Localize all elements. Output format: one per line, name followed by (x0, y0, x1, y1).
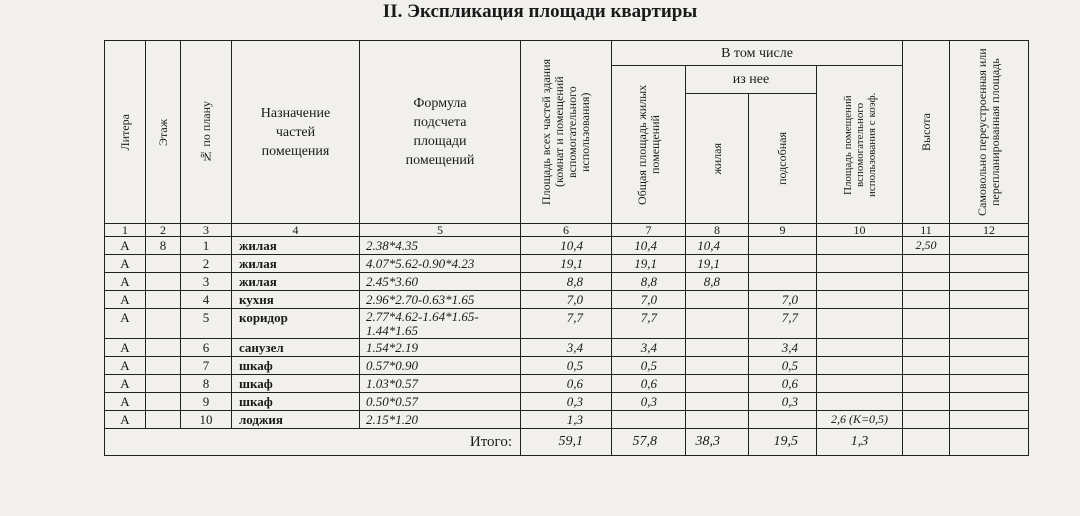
table-row (105, 237, 1029, 255)
col-num: 6 (521, 224, 612, 237)
cell-obshaya: 0,5 (612, 357, 686, 375)
cell-obshaya: 0,3 (612, 393, 686, 411)
cell-samovolno (950, 237, 1029, 255)
cell-samovolno (950, 375, 1029, 393)
table-row (105, 393, 1029, 411)
header-naznachenie: Назначение частей помещения (232, 41, 360, 224)
cell-samovolno (950, 291, 1029, 309)
totals-podsobnaya: 19,5 (749, 429, 817, 456)
table-row (105, 273, 1029, 291)
totals-total: 59,1 (521, 429, 612, 456)
cell-samovolno (950, 309, 1029, 339)
col-num: 7 (612, 224, 686, 237)
header-ploshad-vseh: Площадь всех частей здания (комнат и помещений вспомогательного использования) (521, 41, 612, 224)
table-row (105, 309, 1029, 339)
cell-zhilaya (686, 291, 749, 309)
cell-no: 4 (181, 291, 232, 309)
cell-zhilaya (686, 411, 749, 429)
cell-name: шкаф (232, 393, 360, 411)
cell-total: 7,7 (521, 309, 612, 339)
cell-etazh (146, 411, 181, 429)
column-number-row (105, 224, 1029, 237)
totals-samovolno-empty (950, 429, 1029, 456)
cell-obshaya: 0,6 (612, 375, 686, 393)
cell-name: санузел (232, 339, 360, 357)
cell-samovolno (950, 273, 1029, 291)
header-v-tom-chisle: В том числе (612, 41, 903, 66)
cell-vspomog (817, 375, 903, 393)
cell-name: кухня (232, 291, 360, 309)
col-num: 2 (146, 224, 181, 237)
cell-vspomog (817, 309, 903, 339)
cell-vysota (903, 309, 950, 339)
table-row (105, 375, 1029, 393)
header-etazh: Этаж (146, 41, 181, 224)
cell-etazh (146, 339, 181, 357)
header-obshaya: Общая площадь жилых помещений (612, 66, 686, 224)
cell-no: 10 (181, 411, 232, 429)
cell-podsobnaya: 0,3 (749, 393, 817, 411)
cell-formula: 1.03*0.57 (360, 375, 521, 393)
table-row (105, 339, 1029, 357)
cell-podsobnaya: 0,6 (749, 375, 817, 393)
cell-zhilaya: 8,8 (686, 273, 749, 291)
cell-formula: 2.77*4.62-1.64*1.65- 1.44*1.65 (360, 309, 521, 339)
cell-formula: 0.50*0.57 (360, 393, 521, 411)
cell-name: жилая (232, 273, 360, 291)
cell-total: 0,6 (521, 375, 612, 393)
totals-obshaya: 57,8 (612, 429, 686, 456)
cell-formula: 2.45*3.60 (360, 273, 521, 291)
cell-etazh (146, 357, 181, 375)
header-litera: Литера (105, 41, 146, 224)
cell-no: 5 (181, 309, 232, 339)
cell-vspomog (817, 339, 903, 357)
cell-vysota (903, 339, 950, 357)
cell-total: 1,3 (521, 411, 612, 429)
cell-no: 1 (181, 237, 232, 255)
cell-vysota (903, 255, 950, 273)
totals-zhilaya: 38,3 (686, 429, 749, 456)
cell-name: жилая (232, 255, 360, 273)
col-num: 4 (232, 224, 360, 237)
cell-obshaya: 19,1 (612, 255, 686, 273)
cell-litera: А (105, 357, 146, 375)
cell-formula: 4.07*5.62-0.90*4.23 (360, 255, 521, 273)
totals-vspomog: 1,3 (817, 429, 903, 456)
cell-zhilaya: 10,4 (686, 237, 749, 255)
cell-samovolno (950, 411, 1029, 429)
col-num: 5 (360, 224, 521, 237)
col-num: 1 (105, 224, 146, 237)
cell-zhilaya (686, 339, 749, 357)
cell-litera: А (105, 255, 146, 273)
cell-formula: 2.15*1.20 (360, 411, 521, 429)
cell-litera: А (105, 237, 146, 255)
cell-vspomog (817, 255, 903, 273)
cell-total: 10,4 (521, 237, 612, 255)
cell-vysota: 2,50 (903, 237, 950, 255)
header-zhilaya: жилая (686, 94, 749, 224)
totals-label: Итого: (105, 429, 521, 456)
cell-samovolno (950, 255, 1029, 273)
header-iz-nee: из нее (686, 66, 817, 94)
cell-total: 7,0 (521, 291, 612, 309)
cell-etazh (146, 255, 181, 273)
cell-etazh (146, 375, 181, 393)
cell-vysota (903, 273, 950, 291)
cell-vspomog (817, 357, 903, 375)
cell-obshaya: 3,4 (612, 339, 686, 357)
cell-vysota (903, 411, 950, 429)
col-num: 3 (181, 224, 232, 237)
cell-formula: 1.54*2.19 (360, 339, 521, 357)
cell-litera: А (105, 291, 146, 309)
cell-podsobnaya (749, 411, 817, 429)
cell-vspomog (817, 291, 903, 309)
cell-podsobnaya (749, 237, 817, 255)
header-vspomog: Площадь помещений вспомогательного использования с коэф. (817, 66, 903, 224)
cell-etazh (146, 291, 181, 309)
cell-name: шкаф (232, 375, 360, 393)
cell-litera: А (105, 375, 146, 393)
cell-obshaya: 7,7 (612, 309, 686, 339)
cell-etazh: 8 (146, 237, 181, 255)
cell-podsobnaya: 3,4 (749, 339, 817, 357)
header-no-po-planu: № по плану (181, 41, 232, 224)
cell-vysota (903, 375, 950, 393)
cell-podsobnaya: 7,0 (749, 291, 817, 309)
totals-row (105, 429, 1029, 456)
cell-podsobnaya (749, 255, 817, 273)
table-row (105, 255, 1029, 273)
cell-vysota (903, 393, 950, 411)
cell-vspomog: 2,6 (K=0,5) (817, 411, 903, 429)
cell-litera: А (105, 393, 146, 411)
header-samovolno: Самовольно переустроенная или перепланированная площадь (950, 41, 1029, 224)
header-row-1 (105, 41, 1029, 66)
cell-formula: 2.96*2.70-0.63*1.65 (360, 291, 521, 309)
cell-name: жилая (232, 237, 360, 255)
cell-etazh (146, 273, 181, 291)
table-row (105, 357, 1029, 375)
col-num: 8 (686, 224, 749, 237)
table-row (105, 291, 1029, 309)
explication-table (104, 40, 1029, 456)
cell-zhilaya (686, 375, 749, 393)
cell-formula: 0.57*0.90 (360, 357, 521, 375)
cell-no: 7 (181, 357, 232, 375)
cell-total: 3,4 (521, 339, 612, 357)
cell-podsobnaya: 0,5 (749, 357, 817, 375)
cell-no: 8 (181, 375, 232, 393)
col-num: 12 (950, 224, 1029, 237)
table-row (105, 411, 1029, 429)
cell-etazh (146, 393, 181, 411)
cell-podsobnaya (749, 273, 817, 291)
cell-vspomog (817, 273, 903, 291)
cell-zhilaya (686, 357, 749, 375)
cell-vspomog (817, 237, 903, 255)
cell-total: 0,5 (521, 357, 612, 375)
cell-total: 8,8 (521, 273, 612, 291)
col-num: 9 (749, 224, 817, 237)
cell-obshaya (612, 411, 686, 429)
cell-vysota (903, 291, 950, 309)
cell-samovolno (950, 357, 1029, 375)
header-formula: Формула подсчета площади помещений (360, 41, 521, 224)
cell-no: 6 (181, 339, 232, 357)
cell-zhilaya: 19,1 (686, 255, 749, 273)
col-num: 11 (903, 224, 950, 237)
header-vysota: Высота (903, 41, 950, 224)
cell-formula: 2.38*4.35 (360, 237, 521, 255)
cell-litera: А (105, 339, 146, 357)
cell-name: лоджия (232, 411, 360, 429)
header-podsobnaya: подсобная (749, 94, 817, 224)
cell-vspomog (817, 393, 903, 411)
cell-zhilaya (686, 393, 749, 411)
document-title: II. Экспликация площади квартиры (382, 1, 698, 22)
cell-litera: А (105, 273, 146, 291)
cell-no: 3 (181, 273, 232, 291)
cell-no: 9 (181, 393, 232, 411)
cell-obshaya: 7,0 (612, 291, 686, 309)
cell-podsobnaya: 7,7 (749, 309, 817, 339)
cell-obshaya: 8,8 (612, 273, 686, 291)
cell-no: 2 (181, 255, 232, 273)
cell-name: коридор (232, 309, 360, 339)
col-num: 10 (817, 224, 903, 237)
cell-zhilaya (686, 309, 749, 339)
cell-samovolno (950, 339, 1029, 357)
cell-litera: А (105, 309, 146, 339)
totals-vysota-empty (903, 429, 950, 456)
cell-total: 0,3 (521, 393, 612, 411)
cell-samovolno (950, 393, 1029, 411)
cell-obshaya: 10,4 (612, 237, 686, 255)
cell-total: 19,1 (521, 255, 612, 273)
cell-etazh (146, 309, 181, 339)
cell-litera: А (105, 411, 146, 429)
cell-vysota (903, 357, 950, 375)
cell-name: шкаф (232, 357, 360, 375)
